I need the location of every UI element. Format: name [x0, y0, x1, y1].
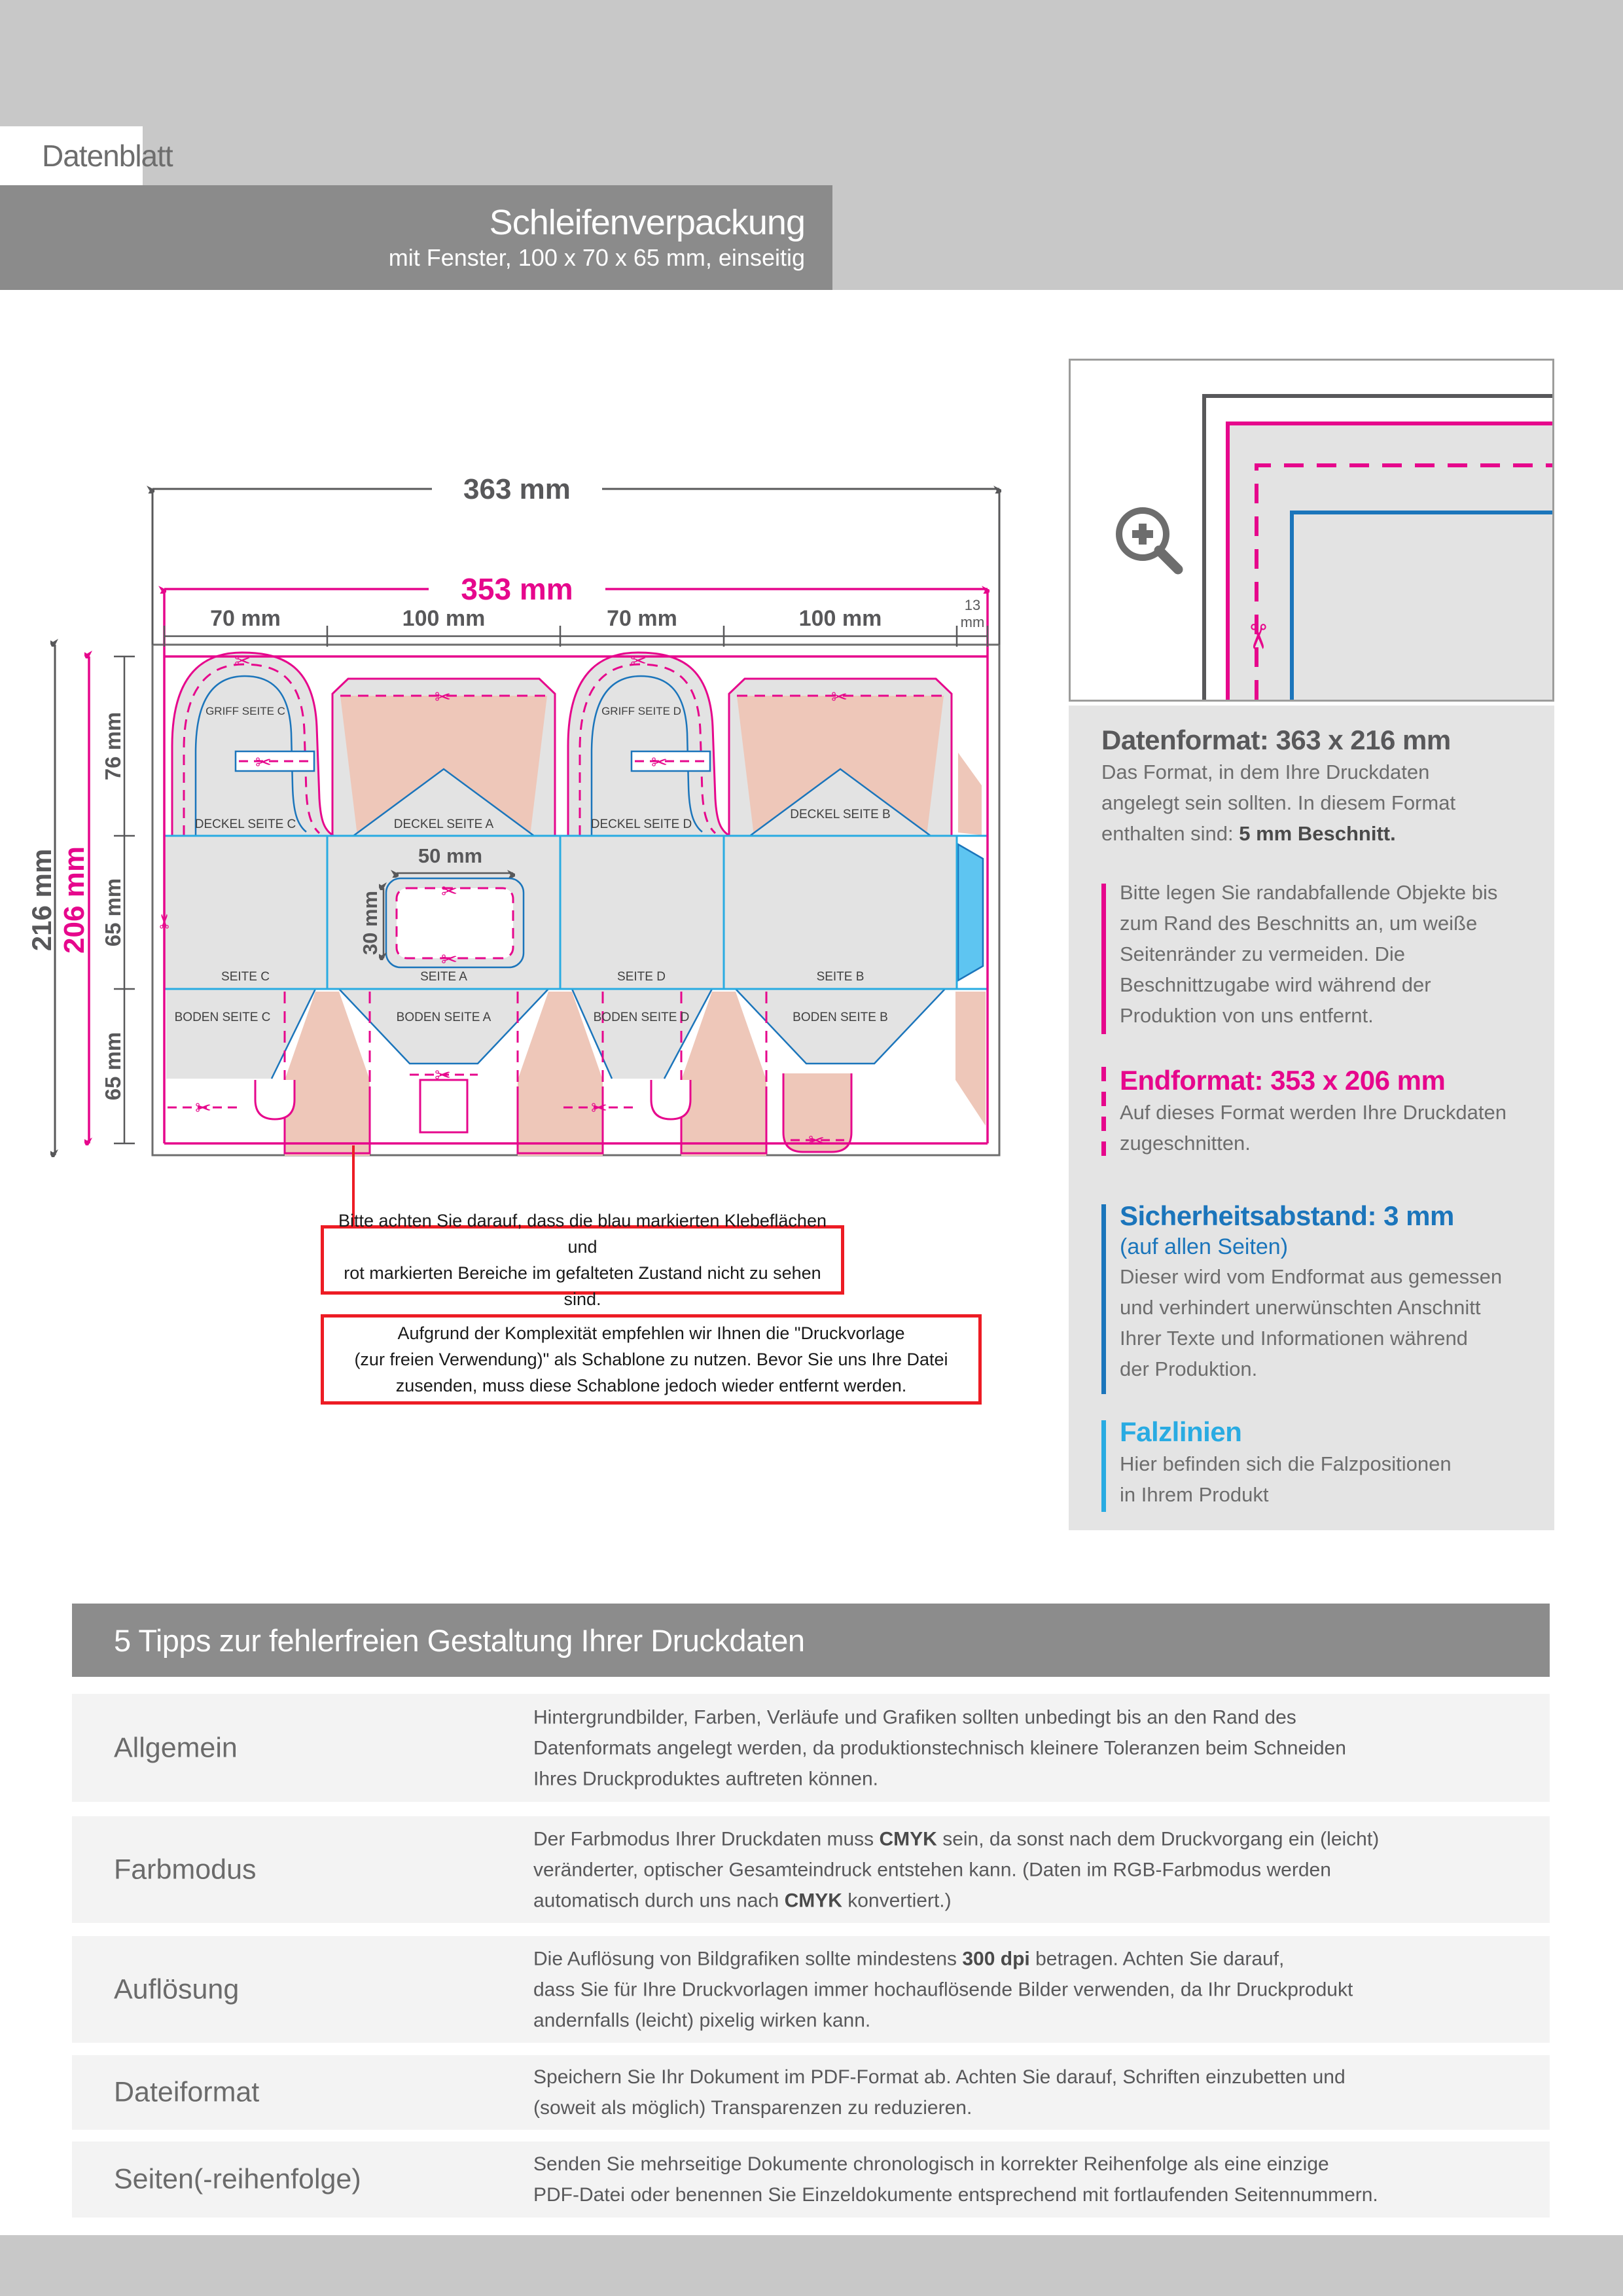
bleed-bar: [1101, 884, 1106, 1034]
zoom-detail-graphic: [1071, 361, 1552, 700]
tip-label: Farbmodus: [114, 1854, 257, 1885]
note1-line1: Bitte achten Sie darauf, dass die blau markierten Klebeflächen und: [338, 1211, 827, 1257]
label-seite-a: SEITE A: [420, 970, 467, 984]
dim-trim-height: 206 mm: [58, 846, 90, 954]
section-falzlinien: [1120, 1416, 1452, 1510]
label-griff-c: GRIFF SEITE C: [205, 705, 285, 717]
sicherheit-line2: und verhindert unerwünschten Anschnitt: [1120, 1296, 1481, 1319]
page-label: Datenblatt: [42, 139, 173, 173]
scissors-icon: ✂: [831, 686, 848, 709]
falzlinien-line2: in Ihrem Produkt: [1120, 1483, 1269, 1506]
tips-title: 5 Tipps zur fehlerfreien Gestaltung Ihrer Druckdaten: [114, 1623, 805, 1658]
datenformat-line1: Das Format, in dem Ihre Druckdaten: [1101, 761, 1430, 783]
label-boden-a: BODEN SEITE A: [396, 1011, 491, 1024]
scissors-icon: ✂: [651, 751, 668, 774]
tip-label: Seiten(-reihenfolge): [114, 2163, 361, 2195]
scissors-icon: ✂: [195, 1097, 212, 1120]
endformat-heading: Endformat: 353 x 206 mm: [1120, 1065, 1446, 1096]
dim-seg2: 100 mm: [402, 606, 486, 631]
dim-seg5b: mm: [960, 614, 985, 630]
window-height-label: 30 mm: [359, 890, 382, 956]
product-subtitle: mit Fenster, 100 x 70 x 65 mm, einseitig: [388, 244, 805, 271]
glue-flap: [958, 753, 983, 980]
note-box-glue-areas: [321, 1211, 844, 1309]
corner-diagram: [1204, 396, 1552, 700]
falzlinien-line1: Hier befinden sich die Falzpositionen: [1120, 1452, 1452, 1475]
tip-text: Der Farbmodus Ihrer Druckdaten muss CMYK sein, da sonst nach dem Druckvorgang ein (leicht) veränderter, optischer Gesamteindruck entstehen kann. (Daten im RGB-Farbmodus werden automatisch durch uns nach CMYK konvertiert.): [533, 1828, 1380, 1911]
griff-handle-c: [172, 653, 334, 836]
dieline-drawing: [26, 471, 1027, 1204]
label-deckel-c: DECKEL SEITE C: [194, 817, 296, 831]
title-banner: [0, 185, 832, 290]
dim-band3: 65 mm: [101, 1031, 125, 1101]
label-deckel-b: DECKEL SEITE B: [790, 808, 891, 821]
label-boden-b: BODEN SEITE B: [793, 1011, 888, 1024]
tip-label: Auflösung: [114, 1973, 240, 2005]
label-seite-d: SEITE D: [617, 970, 666, 984]
bleed-line3: Seitenränder zu vermeiden. Die: [1120, 942, 1405, 965]
scissors-icon: ✂: [441, 948, 458, 971]
datenformat-line2: angelegt sein sollten. In diesem Format: [1101, 791, 1456, 814]
dim-seg1: 70 mm: [210, 606, 281, 631]
sicherheit-line3: Ihrer Texte und Informationen während: [1120, 1327, 1468, 1350]
label-deckel-d: DECKEL SEITE D: [590, 817, 692, 831]
datenformat-heading: Datenformat: 363 x 216 mm: [1101, 725, 1451, 755]
tip-row-seitenreihenfolge: [72, 2142, 1550, 2217]
sicherheitsabstand-sub: (auf allen Seiten): [1120, 1234, 1289, 1259]
top-dimensions: [152, 471, 999, 656]
dim-total-width: 363 mm: [463, 473, 571, 505]
dim-trim-width: 353 mm: [461, 572, 573, 606]
note-box-template: [321, 1314, 982, 1405]
tip-text: Die Auflösung von Bildgrafiken sollte mindestens 300 dpi betragen. Achten Sie darauf, dass Sie für Ihre Druckvorlagen immer hochauflösende Bilder verwenden, da Ihr Druckprodukt andernfalls (leicht) pixelig wirken kann.: [533, 1948, 1353, 2031]
note2-line2: (zur freien Verwendung)" als Schablone zu nutzen. Bevor Sie uns Ihre Datei: [354, 1350, 948, 1369]
safety-bar: [1101, 1204, 1106, 1394]
zoom-detail-box: [1069, 359, 1554, 702]
tips-banner: [72, 1604, 1550, 1677]
note2-line1: Aufgrund der Komplexität empfehlen wir Ihnen die "Druckvorlage: [397, 1323, 905, 1343]
info-panel: [1069, 706, 1554, 1530]
bleed-line2: zum Rand des Beschnitts an, um weiße: [1120, 912, 1478, 935]
scissors-icon: ✂: [255, 751, 272, 774]
left-dimensions: [26, 645, 135, 1155]
window-width-label: 50 mm: [418, 844, 483, 867]
scissors-icon: ✂: [808, 1130, 825, 1153]
endformat-line1: Auf dieses Format werden Ihre Druckdaten: [1120, 1101, 1507, 1124]
bleed-line1: Bitte legen Sie randabfallende Objekte bis: [1120, 881, 1498, 904]
dim-band1: 76 mm: [101, 711, 125, 781]
scissors-icon: ✂: [154, 912, 177, 929]
section-datenformat: [1101, 724, 1455, 849]
tip-row-farbmodus: [72, 1816, 1550, 1923]
label-boden-c: BODEN SEITE C: [174, 1011, 271, 1024]
label-seite-c: SEITE C: [221, 970, 270, 984]
tip-row-aufloesung: [72, 1936, 1550, 2043]
section-bleed: [1120, 877, 1497, 1031]
sicherheitsabstand-heading: Sicherheitsabstand: 3 mm: [1120, 1200, 1454, 1231]
section-sicherheitsabstand: [1120, 1200, 1502, 1384]
label-boden-d: BODEN SEITE D: [593, 1011, 690, 1024]
scissors-icon: ✂: [435, 686, 452, 709]
scissors-icon: ✂: [630, 650, 647, 673]
note1-line2: rot markierten Bereiche im gefalteten Zustand nicht zu sehen sind.: [344, 1263, 821, 1309]
endformat-dashed-bar: [1101, 1067, 1106, 1165]
tip-label: Allgemein: [114, 1732, 238, 1763]
scissors-icon: ✂: [441, 880, 458, 903]
sicherheit-line4: der Produktion.: [1120, 1357, 1258, 1380]
product-title: Schleifenverpackung: [489, 203, 805, 242]
endformat-line2: zugeschnitten.: [1120, 1132, 1251, 1155]
section-endformat: [1120, 1064, 1507, 1158]
dim-total-height: 216 mm: [26, 848, 57, 952]
tip-label: Dateiformat: [114, 2076, 260, 2108]
dim-seg4: 100 mm: [798, 606, 882, 631]
datenformat-line3: enthalten sind: 5 mm Beschnitt.: [1101, 822, 1396, 845]
footer-band: [0, 2235, 1623, 2296]
tip-row-dateiformat: [72, 2055, 1550, 2130]
scissors-icon: ✂: [591, 1097, 608, 1120]
bleed-line5: Produktion von uns entfernt.: [1120, 1004, 1374, 1027]
griff-handle-d: [568, 653, 730, 836]
falzlinien-bar: [1101, 1420, 1106, 1512]
tip-text: Senden Sie mehrseitige Dokumente chronologisch in korrekter Reihenfolge als eine einzige PDF-Datei oder benennen Sie Einzeldokumente entsprechend mit fortlaufenden Seitennummern.: [533, 2153, 1378, 2206]
dim-seg5a: 13: [964, 597, 981, 613]
scissors-icon: ✂: [435, 1064, 452, 1087]
dim-band2: 65 mm: [101, 878, 125, 947]
bleed-line4: Beschnittzugabe wird während der: [1120, 973, 1431, 996]
scissors-icon: ✂: [234, 650, 251, 673]
note2-line3: zusenden, muss diese Schablone jedoch wieder entfernt werden.: [395, 1376, 907, 1395]
tip-row-allgemein: [72, 1694, 1550, 1802]
label-griff-d: GRIFF SEITE D: [601, 705, 681, 717]
label-seite-b: SEITE B: [816, 970, 865, 984]
tip-text: Hintergrundbilder, Farben, Verläufe und Grafiken sollten unbedingt bis an den Rand des Datenformats angelegt werden, da produktionstechnisch kleinere Toleranzen beim Schneiden Ihres Druckproduktes auftreten können.: [533, 1706, 1346, 1789]
page-label-box: [0, 126, 173, 185]
dim-seg3: 70 mm: [607, 606, 677, 631]
tip-text: Speichern Sie Ihr Dokument im PDF-Format ab. Achten Sie darauf, Schriften einzubetten und (soweit als möglich) Transparenzen zu reduzieren.: [533, 2066, 1346, 2119]
scissors-icon: ✂: [1238, 622, 1277, 651]
magnifier-plus-icon: [1119, 511, 1178, 569]
beschnitt-bold: 5 mm Beschnitt.: [1239, 822, 1396, 845]
falzlinien-heading: Falzlinien: [1120, 1416, 1242, 1447]
label-deckel-a: DECKEL SEITE A: [393, 817, 494, 831]
sicherheit-line1: Dieser wird vom Endformat aus gemessen: [1120, 1265, 1503, 1288]
